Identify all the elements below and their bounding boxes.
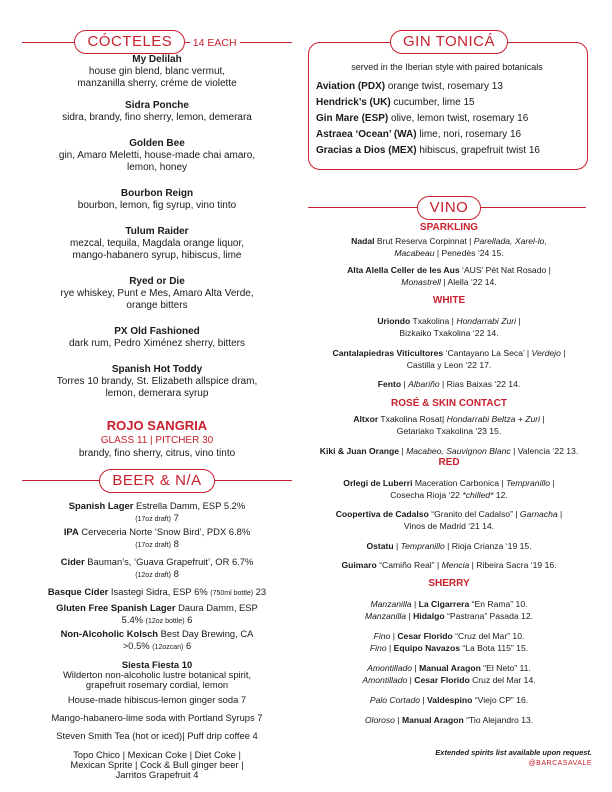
gin-item xyxy=(316,79,584,95)
vino-section-title: SPARKLING xyxy=(419,222,479,233)
cocktail-name: My Delilah xyxy=(132,54,182,65)
beer-item xyxy=(22,660,292,690)
wine-line: Cosecha Rioja ‘22 *chilled* 12. xyxy=(390,490,508,500)
cocteles-price: 14 EACH xyxy=(190,37,240,49)
cocktail-desc: dark rum, Pedro Ximénez sherry, bitters xyxy=(69,338,245,349)
cocktail-desc: lemon, honey xyxy=(126,162,188,173)
wine-line: Getariako Txakolina ‘23 15. xyxy=(396,426,502,436)
cocktail-name: Spanish Hot Toddy xyxy=(111,364,203,375)
cocktail-name: Bourbon Reign xyxy=(120,188,194,199)
wine-item xyxy=(306,315,592,339)
wine-line: Fino | Equipo Navazos “La Bota 115” 15. xyxy=(369,643,529,653)
beer-line: Spanish Lager Estrella Damm, ESP 5.2% xyxy=(68,500,246,511)
wine-item xyxy=(306,508,592,532)
wine-line: Amontillado | Cesar Florido Cruz del Mar 14. xyxy=(362,675,536,685)
wine-item xyxy=(306,235,592,259)
beer-line: Gluten Free Spanish Lager Daura Damm, ESP xyxy=(56,602,258,613)
gin-item xyxy=(316,143,584,159)
beer-line: (17oz draft) 8 xyxy=(135,538,179,549)
beer-line: Cider Bauman’s, ‘Guava Grapefruit’, OR 6.7% xyxy=(60,556,254,567)
beer-line: Wilderton non-alcoholic lustre botanical spirit, xyxy=(62,669,252,680)
gin-title: GIN TONICÁ xyxy=(390,30,508,54)
cocktail-item xyxy=(22,100,292,124)
cocktail-item xyxy=(22,138,292,174)
wine-item xyxy=(306,264,592,288)
cocktail-name: Golden Bee xyxy=(129,138,185,149)
wine-line: Orlegi de Luberri Maceration Carbonica | Tempranillo | xyxy=(343,478,555,488)
footer-handle: @BARCASAVALE xyxy=(528,760,592,767)
wine-item xyxy=(306,714,592,726)
cocktail-name: PX Old Fashioned xyxy=(114,326,200,337)
gin-item xyxy=(316,95,584,111)
gin-header xyxy=(306,30,592,54)
cocteles-title: CÓCTELES xyxy=(74,30,185,54)
beer-line: Basque Cider Isastegi Sidra, ESP 6% (750ml bottle) 23 xyxy=(47,586,267,597)
vino-section-title: WHITE xyxy=(432,295,466,306)
cocktail-desc: house gin blend, blanc vermut, xyxy=(88,66,226,77)
wine-line: Manzanilla | Hidalgo “Pastrana” Pasada 12. xyxy=(364,611,533,621)
wine-line: Nadal Brut Reserva Corpinnat | Parellada, Xarel-lo, xyxy=(351,236,547,246)
beer-line: 5.4% (12oz bottle) 6 xyxy=(121,614,193,625)
cocktail-desc: gin, Amaro Meletti, house-made chai amaro, xyxy=(58,150,256,161)
beer-item xyxy=(22,602,292,628)
beer-line: Steven Smith Tea (hot or iced)| Puff drip coffee 4 xyxy=(56,730,258,741)
vino-section-title: RED xyxy=(438,457,460,468)
cocktail-desc: Torres 10 brandy, St. Elizabeth allspice dram, xyxy=(56,376,258,387)
cocktail-item xyxy=(22,188,292,212)
vino-section-title: SHERRY xyxy=(428,578,470,589)
beer-item xyxy=(22,556,292,582)
gin-desc: cucumber, lime 15 xyxy=(390,97,475,108)
beer-item xyxy=(22,694,292,706)
cocktail-desc: mezcal, tequila, Magdala orange liquor, xyxy=(70,238,244,249)
beer-item xyxy=(22,730,292,742)
beer-line: Jarritos Grapefruit 4 xyxy=(115,769,199,780)
wine-line: Monastrell | Alella ‘22 14. xyxy=(401,277,497,287)
cocktail-item xyxy=(22,326,292,350)
cocktail-desc: rye whiskey, Punt e Mes, Amaro Alta Verde, xyxy=(60,288,254,299)
beer-line: Topo Chico | Mexican Coke | Diet Coke | xyxy=(73,749,241,760)
cocktail-name: Tulum Raider xyxy=(125,226,189,237)
sangria-price: GLASS 11 | PITCHER 30 xyxy=(100,435,214,446)
wine-item xyxy=(306,347,592,371)
gin-desc: hibiscus, grapefruit twist 16 xyxy=(416,145,540,156)
wine-item xyxy=(306,477,592,501)
cocktail-item xyxy=(22,226,292,262)
beer-line: (12oz draft) 8 xyxy=(135,568,179,579)
sangria-desc: brandy, fino sherry, citrus, vino tinto xyxy=(78,448,236,459)
footer-note: Extended spirits list available upon request. xyxy=(435,748,592,757)
wine-line: Fento | Albariño | Rias Baixas ‘22 14. xyxy=(377,379,521,389)
gin-desc: olive, lemon twist, rosemary 16 xyxy=(388,113,529,124)
wine-item xyxy=(306,540,592,552)
beer-line: >0.5% (12ozcan) 6 xyxy=(122,640,192,651)
wine-line: Altxor Txakolina Rosat| Hondarrabi Beltza + Zuri | xyxy=(353,414,545,424)
wine-line: Ostatu | Tempranillo | Rioja Crianza ‘19 15. xyxy=(366,541,532,551)
beer-line: grapefruit rosemary cordial, lemon xyxy=(85,679,229,690)
sangria-name: ROJO SANGRIA xyxy=(106,418,208,433)
wine-line: Oloroso | Manual Aragon “Tio Alejandro 13. xyxy=(364,715,534,725)
beer-item xyxy=(22,712,292,724)
beer-item xyxy=(22,750,292,780)
gin-name: Gracias a Dios (MEX) xyxy=(316,145,417,156)
gin-item xyxy=(316,111,584,127)
wine-line: Alta Alella Celler de les Aus ‘AUS’ Pét Nat Rosado | xyxy=(347,265,551,275)
beer-line: Mexican Sprite | Cock & Bull ginger beer | xyxy=(70,759,244,770)
gin-desc: orange twist, rosemary 13 xyxy=(385,81,503,92)
beer-item xyxy=(22,526,292,552)
gin-list xyxy=(316,79,584,159)
gin-name: Hendrick’s (UK) xyxy=(316,97,391,108)
wine-line: Bizkaiko Txakolina ‘22 14. xyxy=(399,328,499,338)
cocktail-desc: manzanilla sherry, créme de violette xyxy=(77,78,237,89)
wine-item xyxy=(306,694,592,706)
cocktail-desc: bourbon, lemon, fig syrup, vino tinto xyxy=(77,200,237,211)
wine-line: Castilla y Leon ‘22 17. xyxy=(406,360,492,370)
wine-item xyxy=(306,559,592,571)
vino-section-title: ROSÉ & SKIN CONTACT xyxy=(391,398,507,409)
cocktail-item xyxy=(22,54,292,90)
wine-item xyxy=(306,662,592,686)
gin-desc: lime, nori, rosemary 16 xyxy=(416,129,522,140)
wine-line: Guimaro “Camiño Real” | Mencia | Ribeira Sacra ‘19 16. xyxy=(341,560,557,570)
gin-name: Aviation (PDX) xyxy=(316,81,386,92)
wine-line: Vinos de Madrid ‘21 14. xyxy=(403,521,495,531)
cocktail-desc: orange bitters xyxy=(126,300,188,311)
wine-line: Uriondo Txakolina | Hondarrabi Zuri | xyxy=(377,316,521,326)
gin-intro: served in the Iberian style with paired botanicals xyxy=(351,62,543,72)
wine-line: Cantalapiedras Viticultores ‘Cantayano La Seca’ | Verdejo | xyxy=(332,348,566,358)
wine-line: Palo Cortado | Valdespino “Viejo CP” 16. xyxy=(369,695,529,705)
cocktail-desc: lemon, demerara syrup xyxy=(105,388,209,399)
gin-name: Gin Mare (ESP) xyxy=(316,113,389,124)
wine-line: Amontillado | Manual Aragon “El Neto” 11. xyxy=(367,663,531,673)
wine-item xyxy=(306,598,592,622)
beer-line: Mango-habanero-lime soda with Portland Syrups 7 xyxy=(51,712,263,723)
beer-line: (17oz draft) 7 xyxy=(135,512,179,523)
beer-item xyxy=(22,628,292,654)
beer-line: Siesta Fiesta 10 xyxy=(121,659,193,670)
wine-line: Kiki & Juan Orange | Macabeo, Sauvignon Blanc | Valencia ‘22 13. xyxy=(319,446,579,456)
vino-title: VINO xyxy=(417,196,482,220)
wine-line: Manzanilla | La Cigarrera “En Rama” 10. xyxy=(370,599,528,609)
cocktail-name: Sidra Ponche xyxy=(125,100,189,111)
beer-line: Non-Alcoholic Kolsch Best Day Brewing, CA xyxy=(60,628,254,639)
wine-line: Macabeau | Penedès ‘24 15. xyxy=(394,248,504,258)
gin-name: Astraea ‘Ocean’ (WA) xyxy=(316,129,417,140)
beer-item xyxy=(22,586,292,600)
cocktail-name: Ryed or Die xyxy=(129,276,185,287)
cocktail-desc: sidra, brandy, fino sherry, lemon, demerara xyxy=(62,112,252,123)
wine-item xyxy=(306,378,592,390)
wine-line: Fino | Cesar Florido “Cruz del Mar” 10. xyxy=(373,631,525,641)
beer-item xyxy=(22,500,292,526)
gin-item xyxy=(316,127,584,143)
wine-item xyxy=(306,445,592,457)
beer-line: House-made hibiscus-lemon ginger soda 7 xyxy=(67,694,247,705)
wine-line: Coopertiva de Cadalso “Granito del Cadalso” | Garnacha | xyxy=(335,509,563,519)
cocktail-item xyxy=(22,364,292,400)
wine-item xyxy=(306,630,592,654)
wine-item xyxy=(306,413,592,437)
beer-line: IPA Cerveceria Norte ‘Snow Bird’, PDX 6.8% xyxy=(63,526,251,537)
sangria xyxy=(22,418,292,460)
cocktail-item xyxy=(22,276,292,312)
cocktail-desc: mango-habanero syrup, hibiscus, lime xyxy=(72,250,242,261)
beer-title: BEER & N/A xyxy=(99,469,214,493)
